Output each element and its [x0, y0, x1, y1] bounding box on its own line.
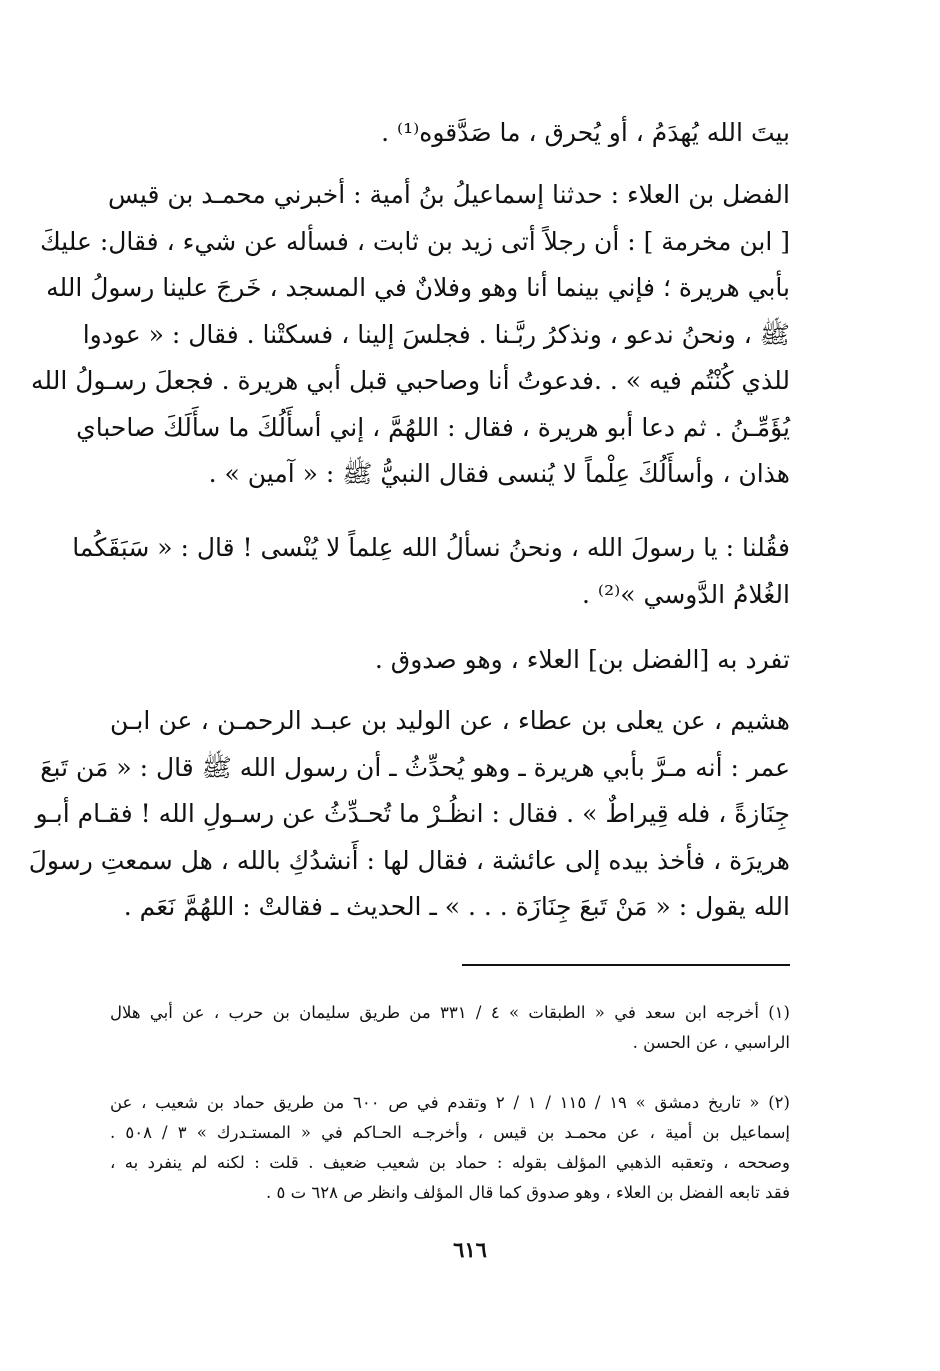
page-number: ٦١٦: [453, 1237, 487, 1262]
text-line: بأبي هريرة ؛ فإني بينما أنا وهو وفلانٌ في المسجد ، خَرجَ علينا رسولُ الله: [46, 273, 790, 302]
text-line: الغُلامُ الدَّوسي »⁽²⁾ .: [582, 579, 790, 609]
text-line: هريرَة ، فأخذ بيده إلى عائشة ، فقال لها : أَنشدُكِ بالله ، هل سمعتِ رسولَ: [28, 845, 790, 875]
text-line: عمر : أنه مـرَّ بأبي هريرة ـ وهو يُحدِّثُ ـ أن رسول الله ﷺ قال : « مَن تَبعَ: [40, 752, 790, 782]
text-line: الله يقول : « مَنْ تَبعَ جِنَازَة . . . » ـ الحديث ـ فقالتْ : اللهُمَّ نَعَم .: [123, 892, 790, 921]
text-line: ﷺ ، ونحنُ ندعو ، ونذكرُ ربَّـنا . فجلسَ إلينا ، فسكتْنا . فقال : « عودوا: [82, 319, 790, 349]
footnote-1: [110, 998, 790, 1058]
paragraph-1: [110, 110, 790, 157]
paragraph-3: [72, 525, 790, 618]
text-line: [ ابن مخرمة ] : أن رجلاً أتى زيد بن ثابت ، فسأله عن شيء ، فقال: عليكَ: [40, 226, 790, 256]
footnote-separator: [462, 964, 790, 966]
footnote-line: (١) أخرجه ابن سعد في « الطبقات » ٤ / ٣٣١ من طريق سليمان بن حرب ، عن أبي هلال: [110, 1003, 790, 1022]
text-line: جِنَازةً ، فله قِيراطٌ » . فقال : انظُـرْ ما تُحـدِّثُ عن رسـولِ الله ! فقـام أبـو: [35, 799, 790, 828]
footnote-line: إسماعيل بن أمية ، عن محمـد بن قيس ، وأخرجـه الحـاكم في « المستـدرك » ٣ / ٥٠٨ .: [110, 1123, 790, 1142]
text-line: فقُلنا : يا رسولَ الله ، ونحنُ نسألُ الله عِلماً لا يُنْسى ! قال : « سَبَقَكُما: [72, 533, 790, 562]
paragraph-4: [110, 637, 790, 684]
text-line: هشيم ، عن يعلى بن عطاء ، عن الوليد بن عبـد الرحمـن ، عن ابـن: [110, 706, 790, 735]
footnote-line: وصححه ، وتعقبه الذهبي المؤلف بقوله : حماد بن شعيب ضعيف . قلت : لكنه لم ينفرد به ،: [110, 1153, 790, 1172]
text-line: بيتَ الله يُهدَمُ ، أو يُحرق ، ما صَدَّقوه⁽¹⁾ .: [381, 118, 790, 147]
text-line: الفضل بن العلاء : حدثنا إسماعيلُ بنُ أمية : أخبرني محمـد بن قيس: [108, 180, 790, 209]
footnote-line: (٢) « تاريخ دمشق » ١٩ / ١١٥ / ١ / ٢ وتقدم في ص ٦٠٠ من طريق حماد بن شعيب ، عن: [110, 1093, 790, 1112]
footnote-line: الراسبي ، عن الحسن .: [632, 1033, 790, 1052]
footnote-2: [110, 1088, 790, 1208]
text-line: يُؤَمِّـنُ . ثم دعا أبو هريرة ، فقال : اللهُمَّ ، إني أسأَلُكَ ما سأَلَكَ صاحباي: [76, 412, 790, 442]
text-line: للذي كُنْتُم فيه » . .فدعوتُ أنا وصاحبي قبل أبي هريرة . فجعلَ رسـولُ الله: [31, 366, 790, 395]
paragraph-2: [31, 172, 790, 498]
text-line: تفرد به [الفضل بن] العلاء ، وهو صدوق .: [374, 645, 790, 674]
footnote-line: فقد تابعه الفضل بن العلاء ، وهو صدوق كما قال المؤلف وانظر ص ٦٢٨ ت ٥ .: [266, 1183, 790, 1202]
text-line: هذان ، وأسأَلُكَ عِلْماً لا يُنسى فقال النبيُّ ﷺ : « آمين » .: [208, 459, 790, 488]
paragraph-5: [28, 698, 790, 931]
